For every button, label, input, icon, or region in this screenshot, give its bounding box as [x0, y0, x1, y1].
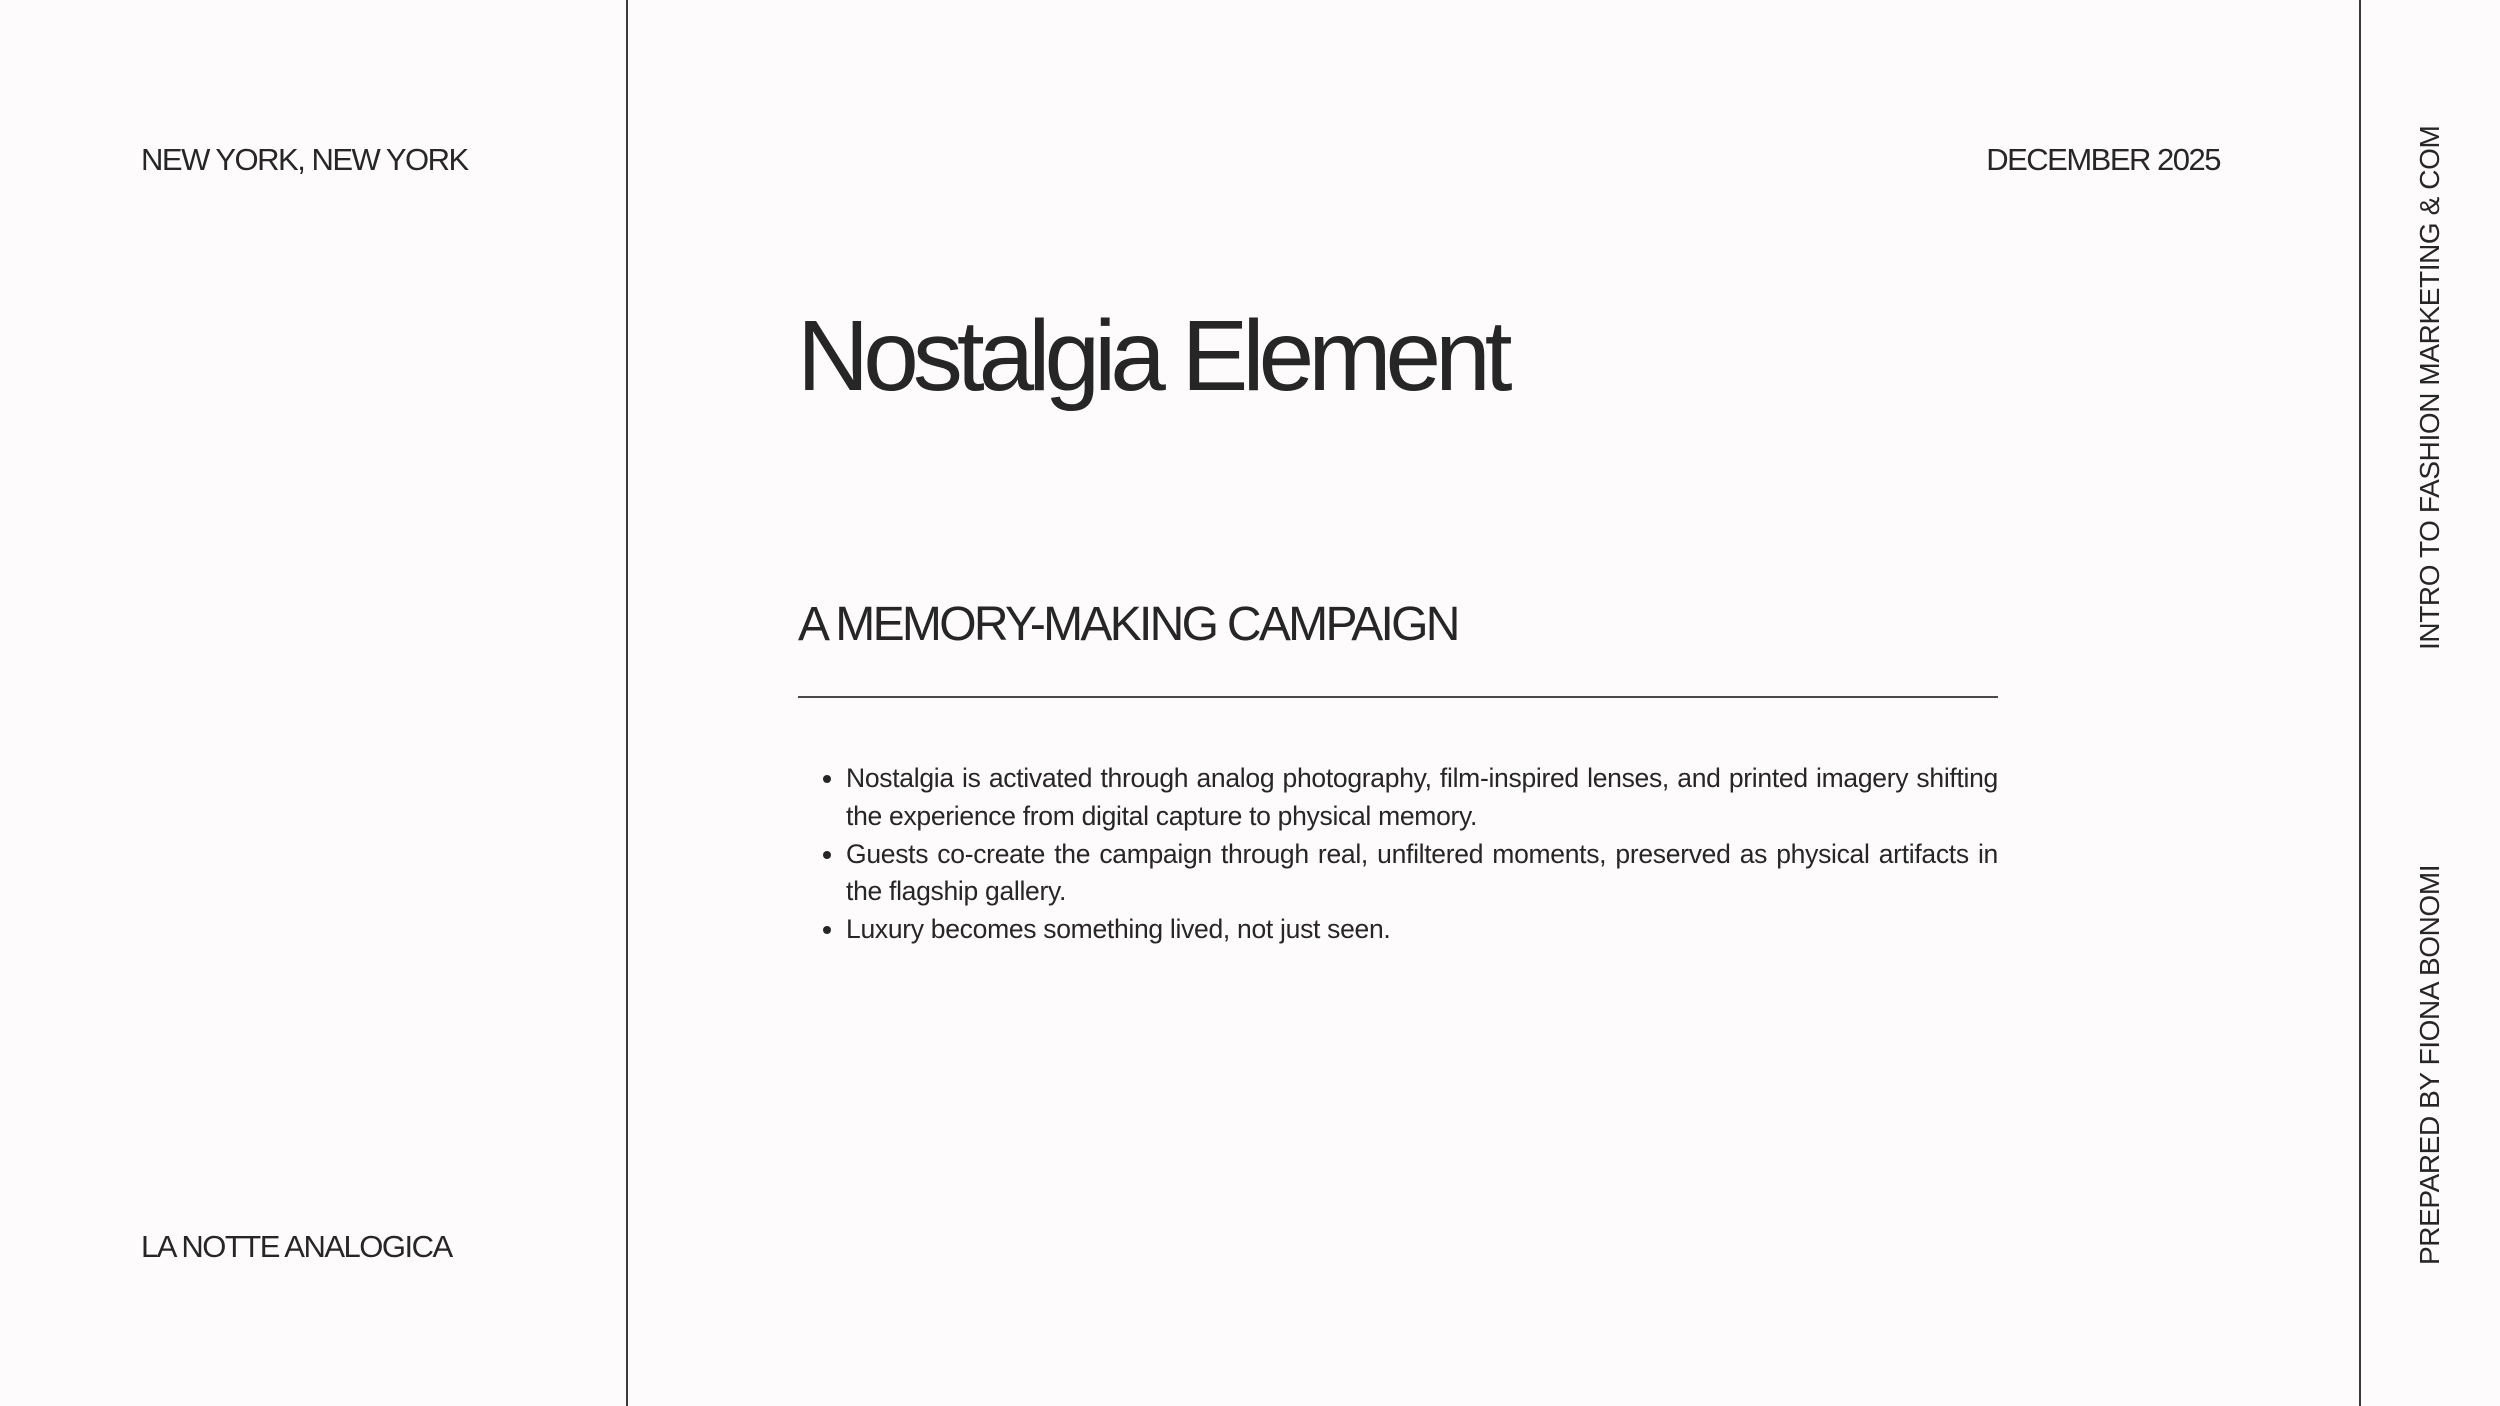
course-label: INTRO TO FASHION MARKETING & COM	[2414, 125, 2445, 650]
project-name-label: LA NOTTE ANALOGICA	[141, 1229, 452, 1264]
author-label: PREPARED BY FIONA BONOMI	[2414, 864, 2445, 1265]
page-title: Nostalgia Element	[797, 300, 1507, 412]
bullet-item: • Luxury becomes something lived, not just seen.	[846, 911, 1998, 949]
right-divider	[2359, 0, 2361, 1406]
bullet-list	[798, 760, 1998, 949]
date-label: DECEMBER 2025	[1986, 142, 2220, 177]
horizontal-rule	[798, 696, 1998, 698]
section-subtitle: A MEMORY-MAKING CAMPAIGN	[798, 598, 1458, 651]
bullet-item: • Guests co-create the campaign through real, unfiltered moments, preserved as physical artifacts in the flagship gallery.	[846, 836, 1998, 912]
location-label: NEW YORK, NEW YORK	[141, 142, 468, 177]
left-divider	[626, 0, 628, 1406]
bullet-item: • Nostalgia is activated through analog photography, film-inspired lenses, and printed imagery shifting the experience from digital capture to physical memory.	[846, 760, 1998, 836]
